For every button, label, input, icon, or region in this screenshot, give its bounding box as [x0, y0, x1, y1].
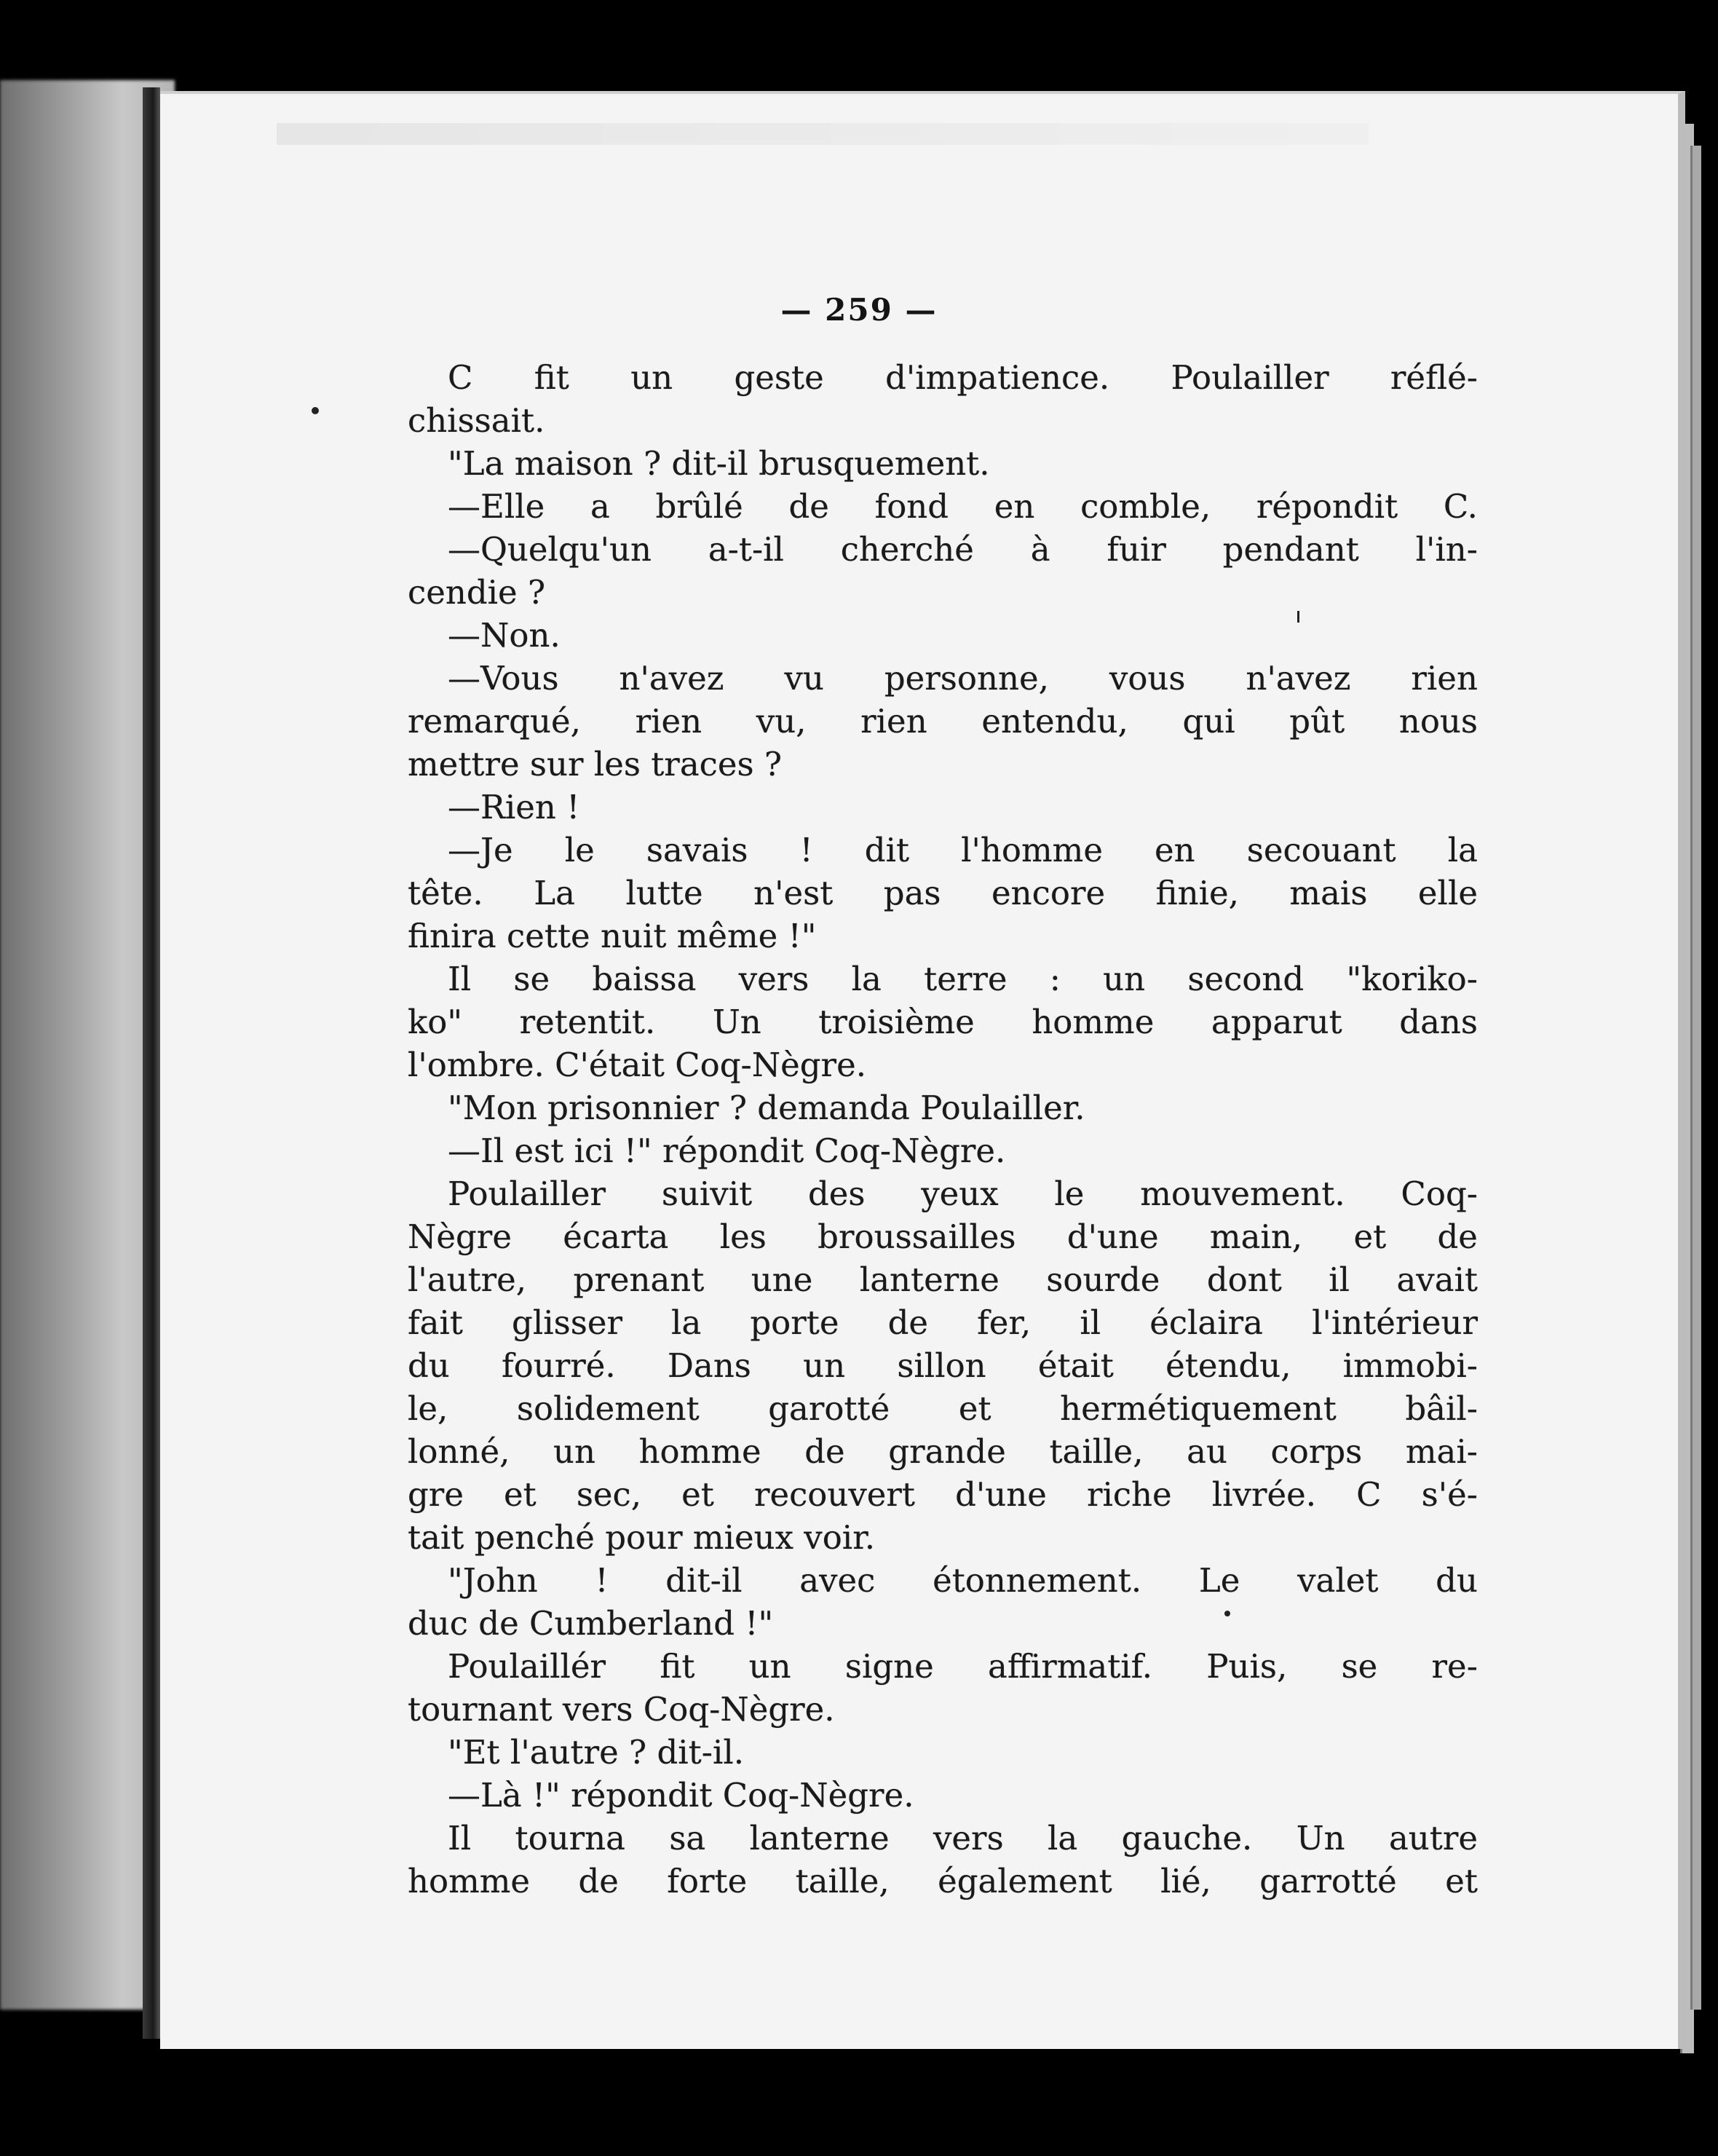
page-edge-stack [1690, 146, 1701, 2010]
text-line: gre et sec, et recouvert d'une riche livrée. C s'é- [408, 1475, 1478, 1514]
margin-dot [312, 407, 319, 414]
text-line: tournant vers Coq-Nègre. [408, 1690, 835, 1729]
text-line: tête. La lutte n'est pas encore finie, mais elle [408, 874, 1478, 912]
text-line: ko" retentit. Un troisième homme apparut dans [408, 1003, 1478, 1041]
text-line: le, solidement garotté et hermétiquement bâil- [408, 1389, 1478, 1428]
text-line: "Mon prisonnier ? demanda Poulailler. [448, 1089, 1085, 1127]
text-line: fait glisser la porte de fer, il éclaira l'intérieur [408, 1303, 1478, 1342]
text-line: du fourré. Dans un sillon était étendu, immobi- [408, 1346, 1478, 1385]
text-line: Poulaillér fit un signe affirmatif. Puis, se re- [448, 1647, 1478, 1686]
text-line: lonné, un homme de grande taille, au corps mai- [408, 1432, 1478, 1471]
text-line: "John ! dit-il avec étonnement. Le valet du [448, 1561, 1478, 1600]
text-line: l'ombre. C'était Coq-Nègre. [408, 1046, 866, 1084]
text-line: tait penché pour mieux voir. [408, 1518, 876, 1557]
text-line: —Rien ! [448, 788, 580, 826]
text-line: —Vous n'avez vu personne, vous n'avez rien [448, 659, 1478, 698]
text-line: l'autre, prenant une lanterne sourde dont il avait [408, 1260, 1478, 1299]
text-line: mettre sur les traces ? [408, 745, 783, 783]
text-line: —Il est ici !" répondit Coq-Nègre. [448, 1132, 1006, 1170]
text-line: cendie ? [408, 573, 546, 612]
book-gutter [143, 87, 160, 2039]
text-line: C fit un geste d'impatience. Poulailler réflé- [448, 358, 1478, 397]
page-body-text [408, 356, 1478, 1903]
book-page [160, 91, 1685, 2049]
text-line: chissait. [408, 401, 545, 440]
text-line: Nègre écarta les broussailles d'une main, et de [408, 1217, 1478, 1256]
margin-dot [1224, 1611, 1230, 1616]
text-line: homme de forte taille, également lié, garrotté et [408, 1862, 1478, 1900]
text-line: —Quelqu'un a-t-il cherché à fuir pendant l'in- [448, 530, 1478, 569]
text-line: —Elle a brûlé de fond en comble, répondit C. [448, 487, 1478, 526]
text-line: remarqué, rien vu, rien entendu, qui pût nous [408, 702, 1478, 741]
text-line: —Je le savais ! dit l'homme en secouant la [448, 831, 1478, 869]
text-line: Il tourna sa lanterne vers la gauche. Un autre [448, 1819, 1478, 1857]
text-line: "Et l'autre ? dit-il. [448, 1733, 745, 1772]
text-line: Poulailler suivit des yeux le mouvement. Coq- [448, 1174, 1478, 1213]
text-line: duc de Cumberland !" [408, 1604, 774, 1643]
text-line: —Non. [448, 616, 561, 655]
text-line: finira cette nuit même !" [408, 917, 817, 955]
page-number: — 259 — [780, 292, 938, 328]
text-line: "La maison ? dit-il brusquement. [448, 444, 990, 483]
margin-tick [1297, 611, 1299, 623]
text-line: —Là !" répondit Coq-Nègre. [448, 1776, 914, 1815]
text-line: Il se baissa vers la terre : un second "koriko- [448, 960, 1478, 998]
